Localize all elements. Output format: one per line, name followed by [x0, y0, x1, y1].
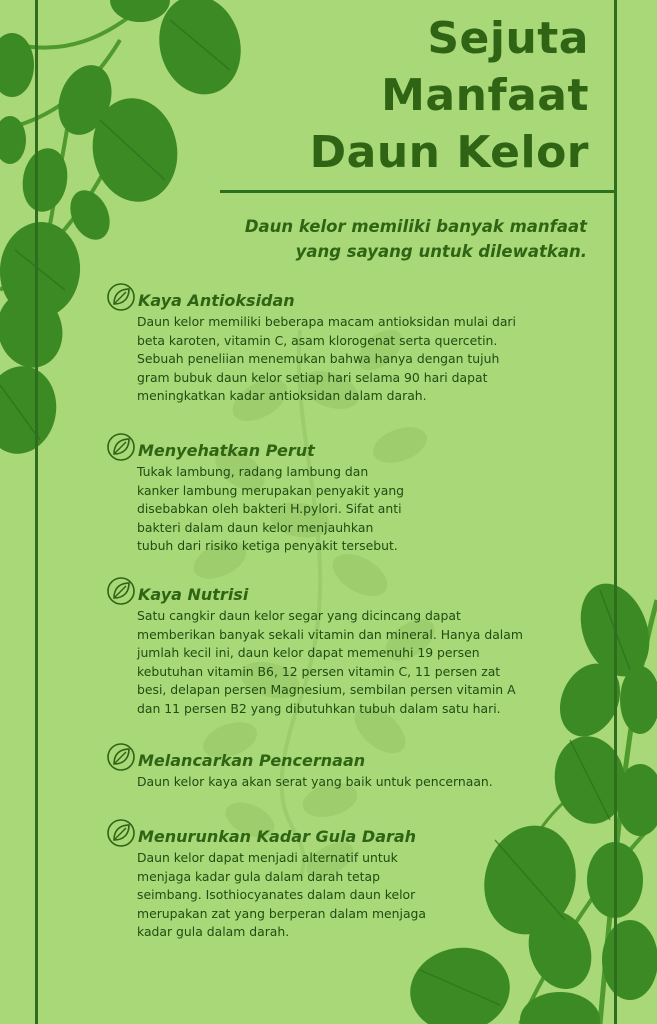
- section-body: [137, 463, 577, 556]
- body-line: Daun kelor kaya akan serat yang baik untuk pencernaan.: [137, 774, 493, 789]
- body-line: Daun kelor memiliki beberapa macam antioksidan mulai dari: [137, 314, 516, 329]
- title-line-1: Sejuta: [427, 13, 589, 64]
- body-line: bakteri dalam daun kelor menjauhkan: [137, 519, 374, 535]
- body-line: seimbang. Isothiocyanates dalam daun kelor: [137, 887, 416, 903]
- title-line-2: Manfaat: [381, 70, 589, 121]
- body-line: tubuh dari risiko ketiga penyakit tersebut.: [137, 538, 398, 554]
- body-line: memberikan banyak sekali vitamin dan mineral. Hanya dalam: [137, 626, 523, 642]
- leaf-icon: [106, 576, 136, 606]
- body-line: Satu cangkir daun kelor segar yang dicincang dapat: [137, 608, 461, 623]
- section-title: Melancarkan Pencernaan: [138, 751, 366, 770]
- title-line-3: Daun Kelor: [309, 127, 589, 178]
- page-title: [259, 10, 589, 181]
- section-body: [137, 849, 577, 942]
- section-title: Kaya Antioksidan: [138, 291, 295, 310]
- body-line: Sebuah peneliian menemukan bahwa hanya dengan tujuh: [137, 351, 500, 367]
- left-frame-line: [35, 0, 38, 1024]
- subtitle-line-1: Daun kelor memiliki banyak manfaat: [244, 217, 587, 236]
- body-line: dan 11 persen B2 yang dibutuhkan tubuh dalam satu hari.: [137, 700, 501, 716]
- body-line: meningkatkan kadar antioksidan dalam darah.: [137, 388, 427, 404]
- right-frame-line: [614, 0, 617, 1024]
- body-line: Tukak lambung, radang lambung dan: [137, 464, 369, 479]
- body-line: kadar gula dalam darah.: [137, 924, 290, 940]
- body-line: kebutuhan vitamin B6, 12 persen vitamin C, 11 persen zat: [137, 663, 501, 679]
- body-line: jumlah kecil ini, daun kelor dapat memenuhi 19 persen: [137, 645, 480, 661]
- body-line: besi, delapan persen Magnesium, sembilan persen vitamin A: [137, 682, 516, 698]
- leaf-icon: [106, 742, 136, 772]
- leaf-icon: [106, 432, 136, 462]
- section-title: Menurunkan Kadar Gula Darah: [138, 827, 417, 846]
- body-line: Daun kelor dapat menjadi alternatif untuk: [137, 850, 398, 865]
- body-line: gram bubuk daun kelor setiap hari selama 90 hari dapat: [137, 369, 488, 385]
- section-title: Kaya Nutrisi: [138, 585, 249, 604]
- body-line: menjaga kadar gula dalam darah tetap: [137, 868, 380, 884]
- subtitle-line-2: yang sayang untuk dilewatkan.: [295, 242, 587, 261]
- title-underline: [220, 190, 617, 193]
- body-line: kanker lambung merupakan penyakit yang: [137, 482, 405, 498]
- section-body: [137, 313, 577, 406]
- section-title: Menyehatkan Perut: [138, 441, 315, 460]
- leaf-icon: [106, 282, 136, 312]
- leaf-icon: [106, 818, 136, 848]
- body-line: beta karoten, vitamin C, asam klorogenat serta quercetin.: [137, 332, 498, 348]
- subtitle: [167, 214, 587, 264]
- section-body: [137, 773, 577, 792]
- body-line: disebabkan oleh bakteri H.pylori. Sifat anti: [137, 501, 402, 517]
- section-body: [137, 607, 577, 719]
- body-line: merupakan zat yang berperan dalam menjaga: [137, 905, 427, 921]
